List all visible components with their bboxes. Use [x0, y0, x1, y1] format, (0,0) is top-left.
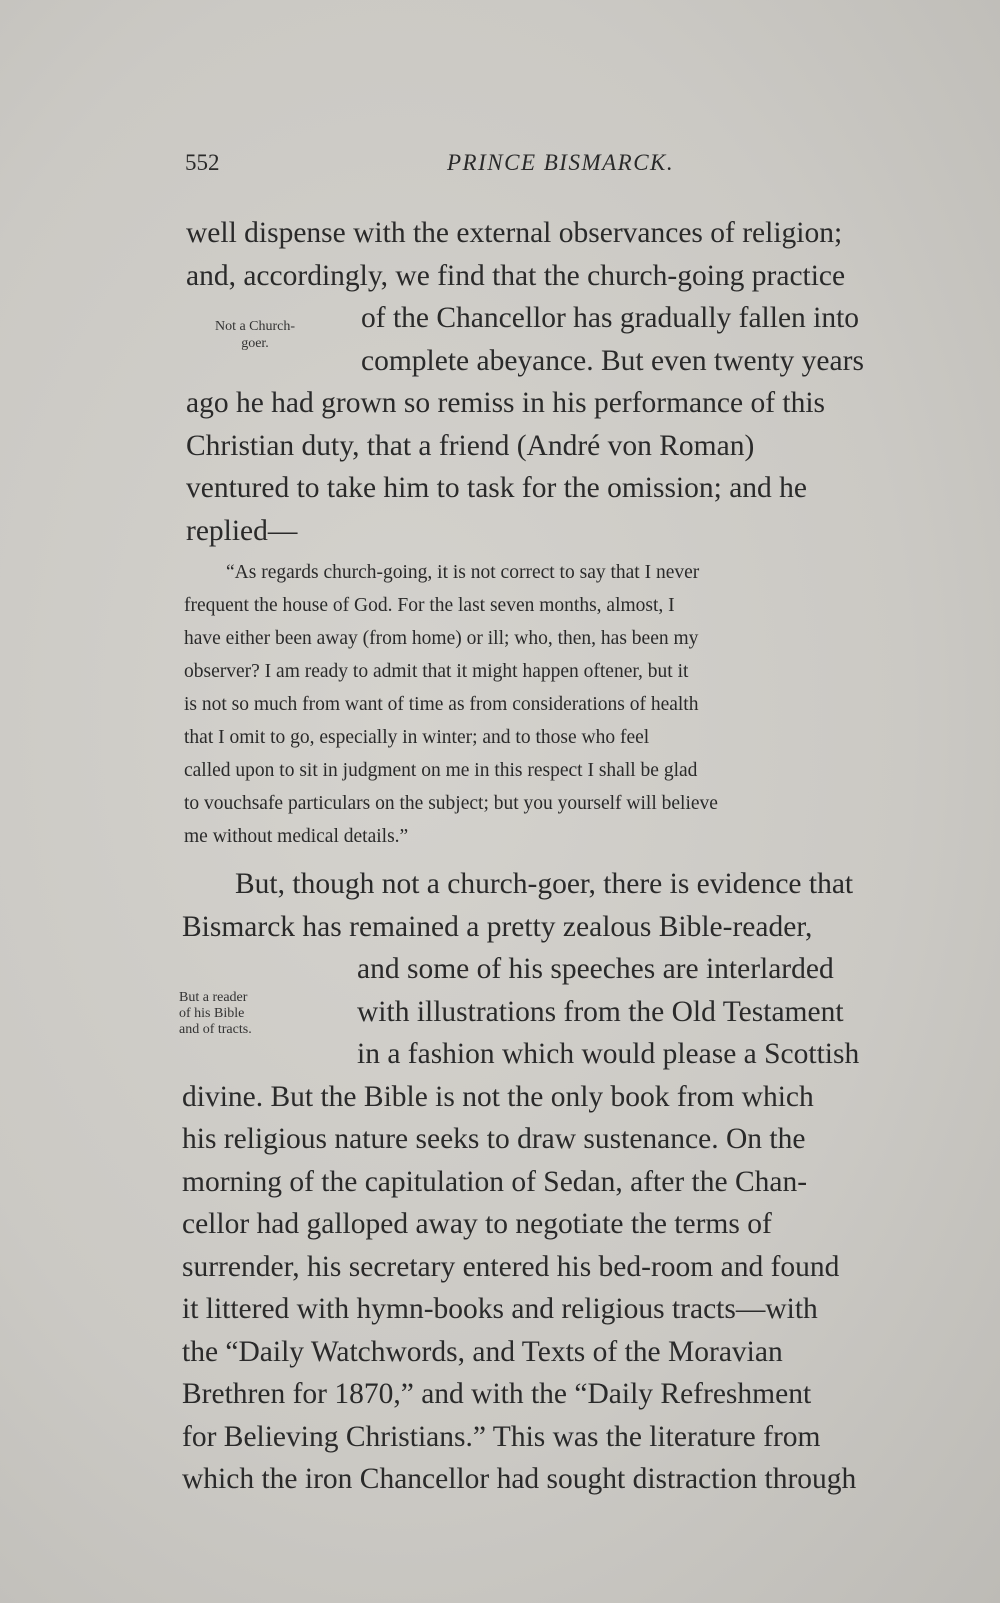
margin-note-line: But a reader	[179, 990, 248, 1005]
text-line: But, though not a church-goer, there is evidence that	[235, 868, 854, 900]
text-line: with illustrations from the Old Testament	[357, 995, 844, 1028]
margin-note-line: goer.	[241, 336, 269, 351]
text-line: ventured to take him to task for the omission; and he	[186, 472, 808, 504]
text-line: for Believing Christians.” This was the literature from	[182, 1420, 821, 1453]
quote-line: me without medical details.”	[184, 826, 409, 847]
running-title: PRINCE BISMARCK.	[447, 150, 675, 175]
margin-note-bible-reader	[179, 990, 252, 1038]
quote-line: to vouchsafe particulars on the subject; but you yourself will believe	[184, 793, 718, 814]
text-line: the “Daily Watchwords, and Texts of the Moravian	[182, 1335, 783, 1368]
quote-line: called upon to sit in judgment on me in this respect I shall be glad	[184, 760, 698, 781]
paragraph-1	[186, 212, 956, 552]
quote-line: frequent the house of God. For the last seven months, almost, I	[184, 595, 675, 616]
text-line: ago he had grown so remiss in his performance of this	[186, 387, 826, 419]
text-line: cellor had galloped away to negotiate the terms of	[182, 1208, 772, 1240]
text-line: divine. But the Bible is not the only book from which	[182, 1080, 814, 1113]
text-line: and, accordingly, we find that the church-going practice	[186, 259, 846, 292]
text-line: morning of the capitulation of Sedan, after the Chan-	[182, 1165, 808, 1198]
block-quote	[184, 556, 956, 853]
text-line: and some of his speeches are interlarded	[357, 953, 834, 985]
quote-line: is not so much from want of time as from considerations of health	[184, 694, 699, 715]
text-line: Bismarck has remained a pretty zealous Bible-reader,	[182, 910, 813, 943]
margin-note-not-a-church-goer	[185, 318, 325, 352]
text-line: surrender, his secretary entered his bed-room and found	[182, 1250, 840, 1283]
quote-line: “As regards church-going, it is not correct to say that I never	[226, 562, 700, 583]
text-line: of the Chancellor has gradually fallen into	[361, 302, 860, 334]
text-line: his religious nature seeks to draw sustenance. On the	[182, 1123, 806, 1155]
text-line: complete abeyance. But even twenty years	[361, 344, 864, 377]
text-line: it littered with hymn-books and religious tracts—with	[182, 1293, 818, 1325]
page-number: 552	[185, 150, 220, 175]
quote-line: that I omit to go, especially in winter; and to those who feel	[184, 727, 650, 748]
margin-note-line: and of tracts.	[179, 1022, 252, 1037]
page-header	[185, 150, 955, 186]
quote-line: have either been away (from home) or ill; who, then, has been my	[184, 628, 699, 649]
text-line: in a fashion which would please a Scottish	[357, 1038, 860, 1070]
text-line: Brethren for 1870,” and with the “Daily Refreshment	[182, 1378, 812, 1410]
paragraph-2	[182, 863, 962, 1501]
text-line: replied—	[186, 514, 298, 547]
quote-line: observer? I am ready to admit that it might happen oftener, but it	[184, 661, 689, 682]
text-line: which the iron Chancellor had sought distraction through	[182, 1463, 857, 1495]
text-line: Christian duty, that a friend (André von Roman)	[186, 429, 755, 462]
margin-note-line: of his Bible	[179, 1006, 245, 1021]
margin-note-line: Not a Church-	[214, 319, 296, 334]
text-line: well dispense with the external observances of religion;	[186, 217, 843, 249]
